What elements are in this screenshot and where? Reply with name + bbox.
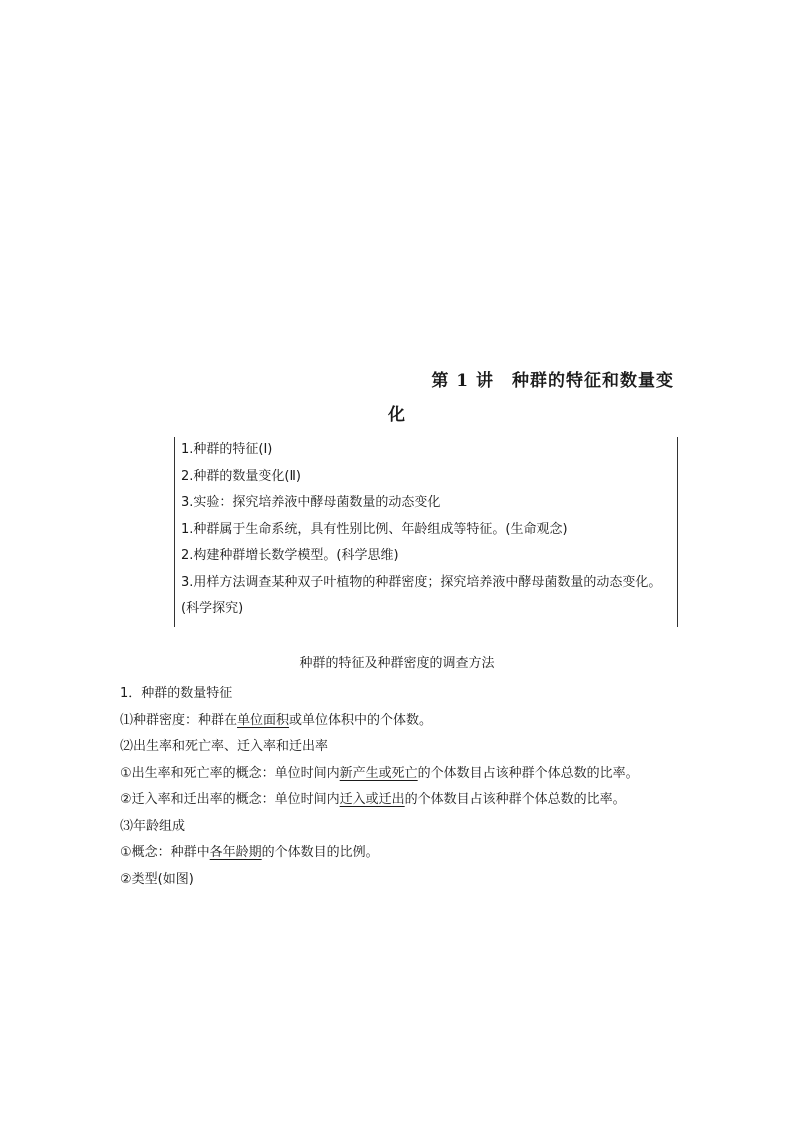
text-prefix: ②迁入率和迁出率的概念：单位时间内: [120, 792, 340, 807]
item-birth-death-rates: ⑵出生率和死亡率、迁入率和迁出率: [120, 739, 329, 754]
underlined-term: 迁入或迁出: [339, 792, 405, 807]
body-content: [120, 681, 700, 893]
underlined-term: 单位面积: [237, 712, 290, 728]
objective-item: 1.种群属于生命系统，具有性别比例、年龄组成等特征。(生命观念): [181, 521, 568, 537]
lesson-title-line1: 第 1 讲 种群的特征和数量变: [431, 371, 674, 391]
objective-item: 2.构建种群增长数学模型。(科学思维): [181, 548, 399, 563]
objective-item: 2.种群的数量变化(Ⅱ): [181, 468, 301, 484]
text-prefix: ⑴种群密度：种群在: [120, 712, 238, 728]
text-prefix: ①概念：种群中: [120, 845, 210, 860]
item-age-structure: ⑶年龄组成: [120, 818, 186, 834]
underlined-term: 新产生或死亡: [339, 765, 418, 781]
objectives-box: [174, 437, 678, 627]
underlined-term: 各年龄期: [209, 845, 262, 860]
item-age-structure-types: ②类型(如图): [120, 871, 194, 887]
item-population-density: [120, 708, 700, 735]
item-birth-death-concept: [120, 761, 700, 788]
text-prefix: ①出生率和死亡率的概念：单位时间内: [120, 765, 340, 781]
item-age-structure-concept: [120, 840, 700, 867]
lesson-title-line2: 化: [388, 405, 406, 425]
section-title: 种群的特征及种群密度的调查方法: [299, 656, 495, 671]
text-suffix: 或单位体积中的个体数。: [289, 712, 433, 728]
heading-population-features: 1．种群的数量特征: [120, 686, 233, 701]
lesson-title: [120, 364, 674, 432]
text-suffix: 的个体数目的比例。: [261, 845, 379, 860]
item-migration-concept: [120, 787, 700, 814]
objective-item: 3.实验：探究培养液中酵母菌数量的动态变化: [181, 495, 441, 510]
objective-item: 1.种群的特征(Ⅰ): [181, 442, 273, 457]
text-suffix: 的个体数目占该种群个体总数的比率。: [417, 765, 639, 781]
objective-item: 3.用样方法调查某种双子叶植物的种群密度；探究培养液中酵母菌数量的动态变化。(科学探究): [181, 574, 662, 616]
text-suffix: 的个体数目占该种群个体总数的比率。: [404, 792, 626, 807]
